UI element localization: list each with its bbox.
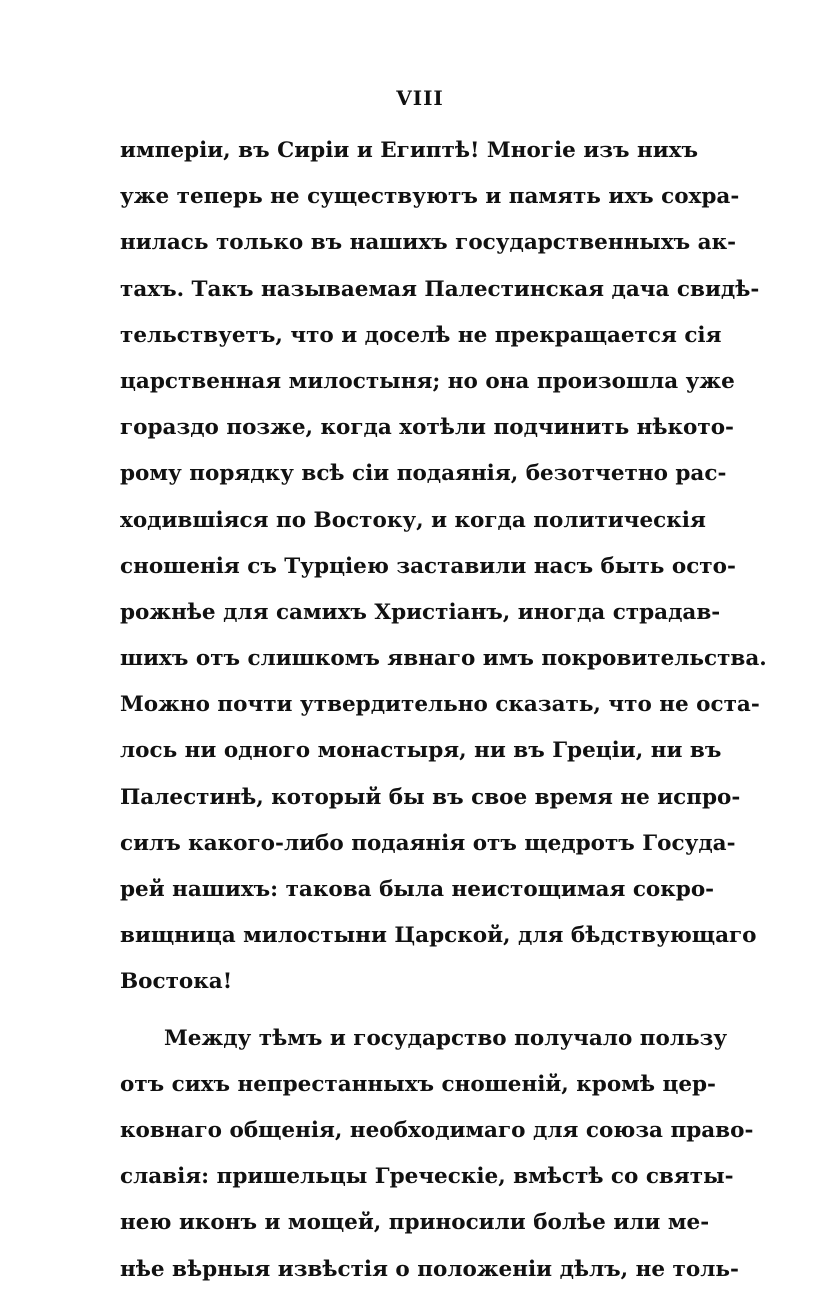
- text-line: Можно почти утвердительно сказать, что не оста-: [120, 692, 760, 718]
- text-line: царственная милостыня; но она произошла уже: [120, 368, 735, 394]
- body-text: [120, 128, 767, 1293]
- text-line: тахъ. Такъ называемая Палестинская дача свидѣ-: [120, 276, 760, 302]
- text-line: нѣе вѣрныя извѣстія о положеніи дѣлъ, не толь-: [120, 1256, 739, 1282]
- text-line: Между тѣмъ и государство получало пользу: [164, 1025, 728, 1051]
- text-line: шихъ отъ слишкомъ явнаго имъ покровительства.: [120, 646, 767, 672]
- page-number: VIII: [396, 86, 444, 110]
- text-line: тельствуетъ, что и доселѣ не прекращается сія: [120, 322, 722, 348]
- paragraph-1: [120, 128, 767, 1006]
- text-line: нею иконъ и мощей, приносили болѣе или ме-: [120, 1210, 710, 1236]
- text-line: имперіи, въ Сиріи и Египтѣ! Многіе изъ нихъ: [120, 138, 698, 163]
- text-line: ходившіяся по Востоку, и когда политическія: [120, 507, 706, 533]
- text-line: лось ни одного монастыря, ни въ Греціи, ни въ: [120, 738, 722, 764]
- text-line: рей нашихъ: такова была неистощимая сокро-: [120, 877, 715, 902]
- text-line: славія: пришельцы Греческіе, вмѣстѣ со святы-: [120, 1164, 734, 1190]
- text-line: рому порядку всѣ сіи подаянія, безотчетно рас-: [120, 461, 727, 487]
- text-line: гораздо позже, когда хотѣли подчинить нѣкото-: [120, 415, 734, 441]
- text-line: рожнѣе для самихъ Христіанъ, иногда страдав-: [120, 599, 721, 625]
- paragraph-gap: [120, 1006, 698, 1016]
- text-line: отъ сихъ непрестанныхъ сношеній, кромѣ цер-: [120, 1071, 716, 1097]
- text-line: Востока!: [120, 969, 233, 995]
- text-line: сношенія съ Турціею заставили насъ быть осто-: [120, 553, 736, 579]
- text-line: Палестинѣ, который бы въ свое время не испро-: [120, 784, 741, 810]
- text-line: ковнаго общенія, необходимаго для союза право-: [120, 1117, 754, 1143]
- text-line: уже теперь не существуютъ и память ихъ сохра-: [120, 184, 740, 210]
- text-line: силъ какого-либо подаянія отъ щедротъ Госуда-: [120, 830, 736, 856]
- text-line: нилась только въ нашихъ государственныхъ ак-: [120, 230, 737, 256]
- paragraph-2: [120, 1016, 754, 1293]
- text-line: вищница милостыни Царской, для бѣдствующаго: [120, 923, 757, 949]
